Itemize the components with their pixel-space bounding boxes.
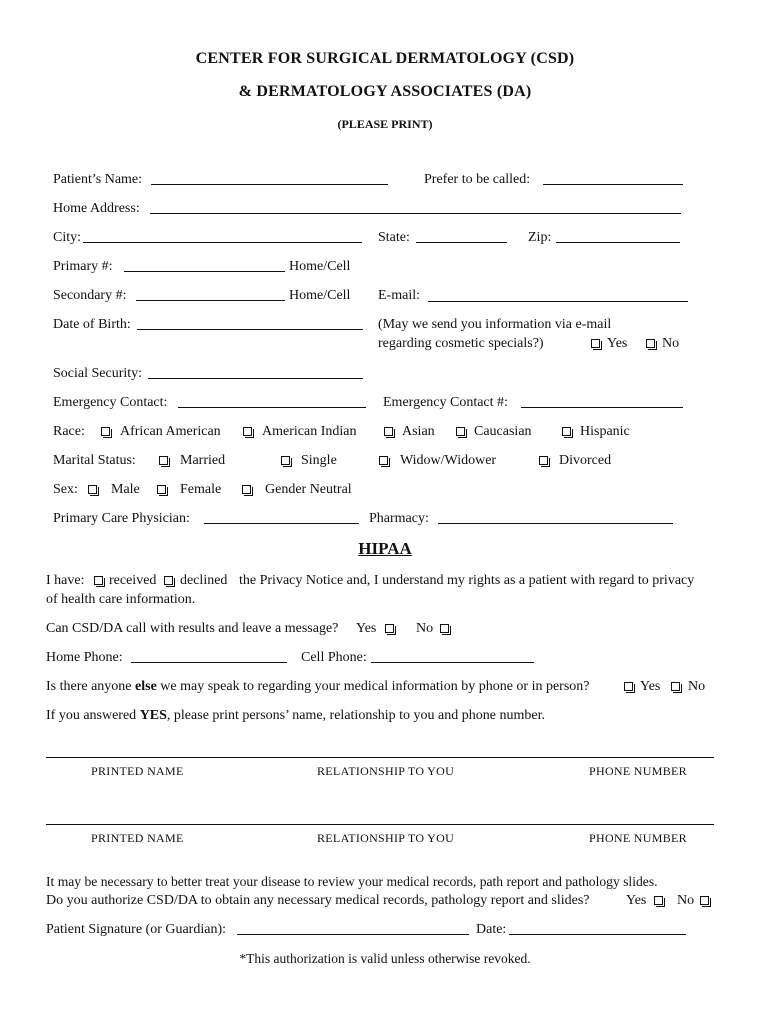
city-label: City: (53, 230, 82, 245)
prefer-called-label: Prefer to be called: (424, 172, 531, 187)
marital-married-checkbox[interactable] (159, 456, 168, 465)
else-question: Is there anyone else we may speak to regarding your medical information by phone or in person? (46, 679, 590, 694)
pharmacy-line[interactable] (438, 523, 673, 524)
secondary-phone-line[interactable] (136, 300, 285, 301)
emergency-contact-label: Emergency Contact: (53, 395, 168, 410)
privacy-notice-text-line2: of health care information. (46, 592, 196, 607)
state-label: State: (378, 230, 410, 245)
call-results-yes-checkbox[interactable] (385, 624, 394, 633)
else-yes-label: Yes (640, 679, 661, 694)
form-title-line2: & DERMATOLOGY ASSOCIATES (DA) (238, 83, 532, 100)
i-have-label: I have: (46, 573, 85, 588)
privacy-notice-text-line1: the Privacy Notice and, I understand my rights as a patient with regard to privacy (239, 573, 695, 588)
privacy-received-label: received (109, 573, 157, 588)
date-line[interactable] (509, 934, 686, 935)
race-hispanic-label: Hispanic (580, 424, 630, 439)
race-asian-label: Asian (402, 424, 435, 439)
marital-status-label: Marital Status: (53, 453, 136, 468)
city-line[interactable] (83, 242, 362, 243)
zip-label: Zip: (528, 230, 552, 245)
cosmetic-yes-label: Yes (607, 336, 628, 351)
marital-single-label: Single (301, 453, 337, 468)
race-caucasian-checkbox[interactable] (456, 427, 465, 436)
hipaa-heading: HIPAA (358, 539, 412, 558)
home-phone-label: Home Phone: (46, 650, 123, 665)
authorized-contact-line-2[interactable] (46, 824, 714, 825)
else-no-label: No (688, 679, 706, 694)
home-address-line[interactable] (150, 213, 681, 214)
sex-female-label: Female (180, 482, 222, 497)
form-subtitle: (PLEASE PRINT) (337, 117, 433, 131)
printed-name-col-1: PRINTED NAME (91, 764, 184, 778)
email-line[interactable] (428, 301, 688, 302)
records-text-line2: Do you authorize CSD/DA to obtain any necessary medical records, pathology report and slides? (46, 893, 590, 908)
cell-phone-line[interactable] (371, 662, 534, 663)
cell-phone-label: Cell Phone: (301, 650, 367, 665)
primary-phone-line[interactable] (124, 271, 285, 272)
call-results-question: Can CSD/DA call with results and leave a message? (46, 621, 339, 636)
secondary-home-cell-label: Home/Cell (289, 288, 351, 303)
sex-gender-neutral-label: Gender Neutral (265, 482, 352, 497)
marital-divorced-label: Divorced (559, 453, 612, 468)
signature-label: Patient Signature (or Guardian): (46, 922, 227, 937)
cosmetic-question-line2: regarding cosmetic specials?) (378, 336, 544, 351)
sex-female-checkbox[interactable] (157, 485, 166, 494)
emergency-contact-number-label: Emergency Contact #: (383, 395, 508, 410)
marital-divorced-checkbox[interactable] (539, 456, 548, 465)
records-no-checkbox[interactable] (700, 896, 709, 905)
patient-name-line[interactable] (151, 184, 388, 185)
date-label: Date: (476, 922, 507, 937)
else-no-checkbox[interactable] (671, 682, 680, 691)
sex-male-checkbox[interactable] (88, 485, 97, 494)
records-text-line1: It may be necessary to better treat your disease to review your medical records, path report and pathology slides. (46, 874, 658, 889)
footer-note: *This authorization is valid unless otherwise revoked. (239, 951, 531, 966)
authorized-contact-line-1[interactable] (46, 757, 714, 758)
race-hispanic-checkbox[interactable] (562, 427, 571, 436)
pharmacy-label: Pharmacy: (369, 511, 429, 526)
marital-married-label: Married (180, 453, 226, 468)
marital-widow-label: Widow/Widower (400, 453, 497, 468)
records-yes-checkbox[interactable] (654, 896, 663, 905)
call-results-no-label: No (416, 621, 434, 636)
phone-number-col-2: PHONE NUMBER (589, 831, 687, 845)
records-yes-label: Yes (626, 893, 647, 908)
cosmetic-no-checkbox[interactable] (646, 339, 655, 348)
form-title-line1: CENTER FOR SURGICAL DERMATOLOGY (CSD) (195, 50, 575, 67)
cosmetic-question-line1: (May we send you information via e-mail (378, 317, 612, 332)
emergency-contact-line[interactable] (178, 407, 366, 408)
call-results-yes-label: Yes (356, 621, 377, 636)
prefer-called-line[interactable] (543, 184, 683, 185)
zip-line[interactable] (556, 242, 680, 243)
race-african-american-label: African American (120, 424, 221, 439)
dob-label: Date of Birth: (53, 317, 131, 332)
primary-care-physician-line[interactable] (204, 523, 359, 524)
race-caucasian-label: Caucasian (474, 424, 532, 439)
answered-yes-instruction: If you answered YES, please print persons’ name, relationship to you and phone number. (46, 708, 545, 723)
primary-home-cell-label: Home/Cell (289, 259, 351, 274)
secondary-phone-label: Secondary #: (53, 288, 127, 303)
state-line[interactable] (416, 242, 507, 243)
phone-number-col-1: PHONE NUMBER (589, 764, 687, 778)
cosmetic-no-label: No (662, 336, 680, 351)
else-yes-checkbox[interactable] (624, 682, 633, 691)
race-label: Race: (53, 424, 85, 439)
printed-name-col-2: PRINTED NAME (91, 831, 184, 845)
signature-line[interactable] (237, 934, 469, 935)
race-american-indian-checkbox[interactable] (243, 427, 252, 436)
marital-widow-checkbox[interactable] (379, 456, 388, 465)
social-security-label: Social Security: (53, 366, 143, 381)
sex-label: Sex: (53, 482, 78, 497)
privacy-received-checkbox[interactable] (94, 576, 103, 585)
home-phone-line[interactable] (131, 662, 287, 663)
sex-male-label: Male (111, 482, 140, 497)
primary-phone-label: Primary #: (53, 259, 113, 274)
home-address-label: Home Address: (53, 201, 140, 216)
call-results-no-checkbox[interactable] (440, 624, 449, 633)
sex-gender-neutral-checkbox[interactable] (242, 485, 251, 494)
cosmetic-yes-checkbox[interactable] (591, 339, 600, 348)
race-american-indian-label: American Indian (262, 424, 357, 439)
privacy-declined-label: declined (180, 573, 228, 588)
race-african-american-checkbox[interactable] (101, 427, 110, 436)
relationship-col-1: RELATIONSHIP TO YOU (317, 764, 455, 778)
social-security-line[interactable] (148, 378, 363, 379)
patient-name-label: Patient’s Name: (53, 172, 143, 187)
dob-line[interactable] (137, 329, 363, 330)
privacy-declined-checkbox[interactable] (164, 576, 173, 585)
records-no-label: No (677, 893, 695, 908)
email-label: E-mail: (378, 288, 420, 303)
race-asian-checkbox[interactable] (384, 427, 393, 436)
marital-single-checkbox[interactable] (281, 456, 290, 465)
relationship-col-2: RELATIONSHIP TO YOU (317, 831, 455, 845)
emergency-contact-number-line[interactable] (521, 407, 683, 408)
primary-care-physician-label: Primary Care Physician: (53, 511, 190, 526)
